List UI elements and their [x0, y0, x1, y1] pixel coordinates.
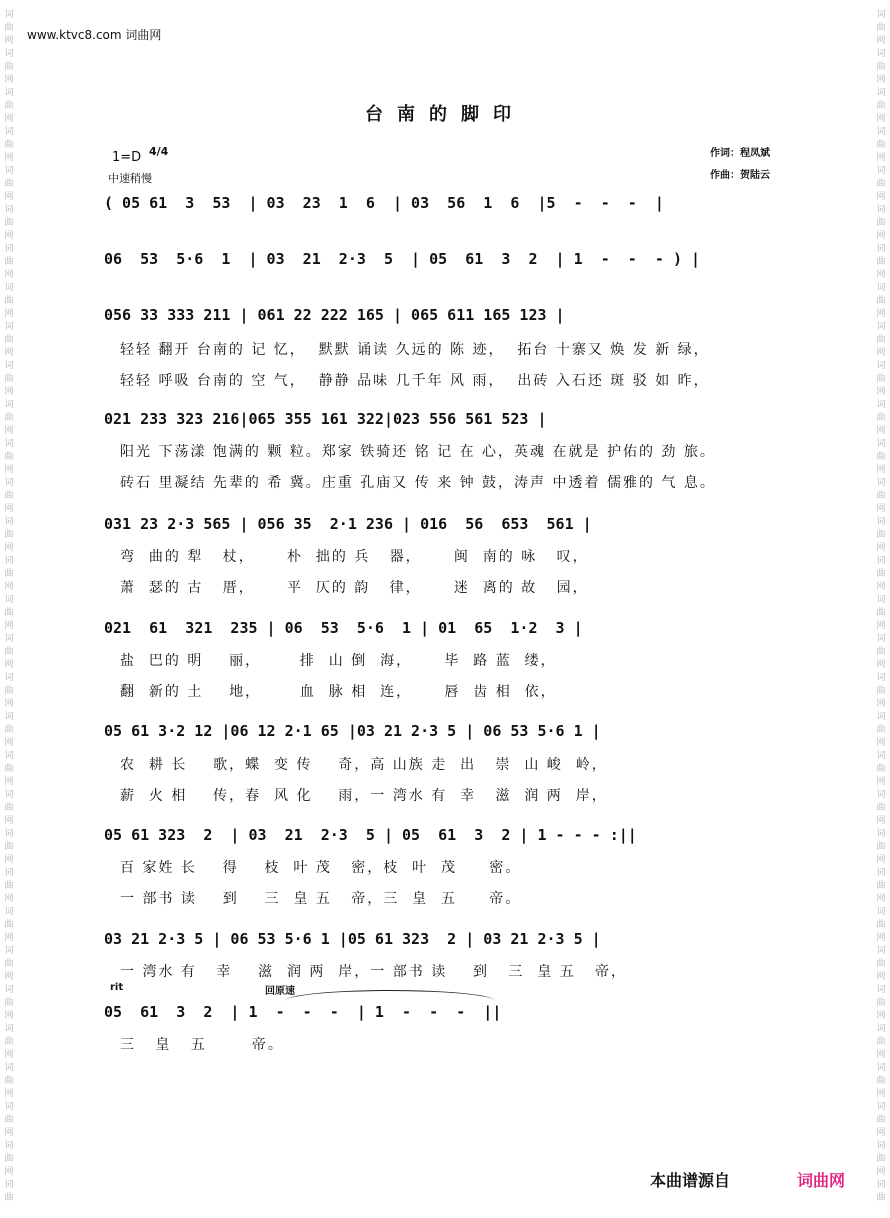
watermark-glyph: 网 — [4, 465, 14, 475]
watermark-glyph: 网 — [4, 855, 14, 865]
watermark-glyph: 曲 — [876, 881, 886, 891]
composer-credit: 作曲：贺陆云 — [710, 170, 770, 181]
watermark-glyph: 曲 — [876, 920, 886, 930]
watermark-glyph: 曲 — [876, 101, 886, 111]
watermark-glyph: 词 — [876, 634, 886, 644]
watermark-glyph: 网 — [876, 75, 886, 85]
watermark-glyph: 曲 — [876, 842, 886, 852]
watermark-glyph: 曲 — [876, 374, 886, 384]
watermark-glyph: 网 — [4, 543, 14, 553]
watermark-glyph: 词 — [4, 673, 14, 683]
watermark-glyph: 曲 — [4, 335, 14, 345]
watermark-glyph: 词 — [876, 439, 886, 449]
watermark-glyph: 网 — [4, 972, 14, 982]
watermark-glyph: 网 — [876, 972, 886, 982]
watermark-glyph: 网 — [876, 543, 886, 553]
watermark-glyph: 网 — [876, 699, 886, 709]
watermark-glyph: 网 — [4, 504, 14, 514]
watermark-glyph: 词 — [876, 751, 886, 761]
watermark-glyph: 网 — [876, 894, 886, 904]
watermark-glyph: 曲 — [4, 491, 14, 501]
watermark-glyph: 词 — [4, 1141, 14, 1151]
watermark-glyph: 词 — [876, 673, 886, 683]
watermark-glyph: 网 — [4, 738, 14, 748]
watermark-glyph: 词 — [4, 283, 14, 293]
lyric-line: 盐 巴的 明 丽， 排 山 倒 海， 毕 路 蓝 缕， — [120, 653, 557, 669]
watermark-glyph: 词 — [4, 946, 14, 956]
right-watermark-strip — [874, 0, 888, 1218]
watermark-glyph: 网 — [876, 231, 886, 241]
watermark-glyph: 网 — [876, 1050, 886, 1060]
watermark-glyph: 曲 — [876, 179, 886, 189]
watermark-glyph: 曲 — [876, 647, 886, 657]
watermark-glyph: 网 — [4, 582, 14, 592]
watermark-glyph: 词 — [4, 244, 14, 254]
watermark-glyph: 曲 — [876, 1154, 886, 1164]
watermark-glyph: 网 — [4, 231, 14, 241]
watermark-glyph: 词 — [876, 556, 886, 566]
watermark-glyph: 曲 — [4, 569, 14, 579]
watermark-glyph: 词 — [876, 868, 886, 878]
watermark-glyph: 曲 — [876, 686, 886, 696]
watermark-glyph: 词 — [4, 790, 14, 800]
watermark-glyph: 网 — [876, 738, 886, 748]
watermark-glyph: 网 — [4, 387, 14, 397]
watermark-glyph: 曲 — [876, 608, 886, 618]
watermark-glyph: 词 — [876, 1063, 886, 1073]
watermark-glyph: 网 — [4, 36, 14, 46]
watermark-glyph: 词 — [876, 49, 886, 59]
watermark-glyph: 词 — [876, 1102, 886, 1112]
watermark-glyph: 词 — [876, 166, 886, 176]
watermark-glyph: 词 — [876, 1180, 886, 1190]
watermark-glyph: 曲 — [4, 530, 14, 540]
watermark-glyph: 曲 — [876, 1115, 886, 1125]
watermark-glyph: 词 — [4, 127, 14, 137]
watermark-glyph: 曲 — [876, 998, 886, 1008]
watermark-glyph: 词 — [4, 166, 14, 176]
watermark-glyph: 曲 — [4, 23, 14, 33]
watermark-glyph: 曲 — [4, 1037, 14, 1047]
watermark-glyph: 曲 — [876, 140, 886, 150]
watermark-glyph: 曲 — [4, 686, 14, 696]
music-line: 05 61 3·2 12 |06 12 2·1 65 |03 21 2·3 5 | 06 53 5·6 1 | — [104, 722, 601, 740]
lyric-line: 一 部书 读 到 三 皇 五 帝，三 皇 五 帝。 — [120, 891, 522, 907]
watermark-glyph: 词 — [4, 556, 14, 566]
lyricist-credit: 作词：程凤斌 — [710, 148, 770, 159]
watermark-glyph: 词 — [876, 283, 886, 293]
watermark-glyph: 词 — [4, 1102, 14, 1112]
watermark-glyph: 网 — [876, 660, 886, 670]
lyric-line: 一 湾水 有 幸 滋 润 两 岸，一 部书 读 到 三 皇 五 帝， — [120, 964, 628, 980]
watermark-glyph: 词 — [4, 868, 14, 878]
watermark-glyph: 曲 — [4, 1076, 14, 1086]
watermark-glyph: 词 — [4, 517, 14, 527]
lyric-line: 阳光 下荡漾 饱满的 颗 粒。郑家 铁骑还 铭 记 在 心，英魂 在就是 护佑的 劲 旅。 — [120, 444, 716, 460]
watermark-glyph: 网 — [876, 621, 886, 631]
watermark-glyph: 曲 — [876, 413, 886, 423]
watermark-glyph: 词 — [876, 946, 886, 956]
watermark-glyph: 词 — [876, 400, 886, 410]
watermark-glyph: 曲 — [4, 101, 14, 111]
watermark-glyph: 曲 — [876, 725, 886, 735]
watermark-glyph: 网 — [4, 1011, 14, 1021]
watermark-glyph: 词 — [4, 49, 14, 59]
watermark-glyph: 网 — [4, 621, 14, 631]
watermark-glyph: 曲 — [4, 920, 14, 930]
watermark-glyph: 网 — [4, 1167, 14, 1177]
lyric-line: 萧 瑟的 古 厝， 平 仄的 韵 律， 迷 离的 故 园， — [120, 580, 589, 596]
watermark-glyph: 词 — [4, 205, 14, 215]
lyric-line: 弯 曲的 犁 杖， 朴 拙的 兵 器， 闽 南的 咏 叹， — [120, 549, 589, 565]
watermark-glyph: 词 — [4, 439, 14, 449]
watermark-glyph: 网 — [876, 465, 886, 475]
watermark-glyph: 曲 — [4, 218, 14, 228]
watermark-glyph: 曲 — [4, 842, 14, 852]
site-url[interactable]: www.ktvc8.com 词曲网 — [27, 28, 162, 42]
watermark-glyph: 词 — [876, 88, 886, 98]
music-line: 05 61 3 2 | 1 - - - | 1 - - - || — [104, 1003, 502, 1021]
watermark-glyph: 曲 — [4, 1115, 14, 1125]
watermark-glyph: 网 — [876, 816, 886, 826]
watermark-glyph: 词 — [876, 127, 886, 137]
watermark-glyph: 网 — [4, 1128, 14, 1138]
watermark-glyph: 曲 — [4, 452, 14, 462]
watermark-glyph: 词 — [4, 634, 14, 644]
watermark-glyph: 词 — [876, 595, 886, 605]
left-watermark-strip — [2, 0, 16, 1218]
watermark-glyph: 词 — [4, 829, 14, 839]
watermark-glyph: 曲 — [876, 218, 886, 228]
watermark-glyph: 网 — [876, 387, 886, 397]
watermark-glyph: 词 — [4, 400, 14, 410]
lyric-line: 翻 新的 土 地， 血 脉 相 连， 唇 齿 相 依， — [120, 684, 557, 700]
watermark-glyph: 曲 — [4, 296, 14, 306]
watermark-glyph: 曲 — [4, 647, 14, 657]
watermark-glyph: 网 — [876, 1167, 886, 1177]
watermark-glyph: 曲 — [876, 1193, 886, 1203]
watermark-glyph: 网 — [4, 933, 14, 943]
watermark-glyph: 网 — [876, 855, 886, 865]
music-line: 06 53 5·6 1 | 03 21 2·3 5 | 05 61 3 2 | 1 - - - ) | — [104, 250, 701, 268]
watermark-glyph: 网 — [876, 504, 886, 514]
watermark-glyph: 网 — [4, 270, 14, 280]
watermark-glyph: 曲 — [876, 569, 886, 579]
watermark-glyph: 网 — [876, 933, 886, 943]
watermark-glyph: 曲 — [876, 1037, 886, 1047]
watermark-glyph: 词 — [876, 1024, 886, 1034]
watermark-glyph: 曲 — [4, 764, 14, 774]
time-signature: 4/4 — [149, 145, 169, 158]
watermark-glyph: 词 — [4, 1063, 14, 1073]
watermark-glyph: 曲 — [4, 140, 14, 150]
watermark-glyph: 词 — [4, 10, 14, 20]
watermark-glyph: 词 — [4, 907, 14, 917]
watermark-glyph: 网 — [876, 426, 886, 436]
watermark-glyph: 曲 — [876, 959, 886, 969]
watermark-glyph: 网 — [876, 270, 886, 280]
tie-slur — [285, 990, 495, 1001]
watermark-glyph: 网 — [876, 153, 886, 163]
watermark-glyph: 网 — [4, 699, 14, 709]
source-brand-link[interactable]: 词曲网 — [797, 1171, 846, 1190]
watermark-glyph: 曲 — [4, 881, 14, 891]
watermark-glyph: 网 — [876, 192, 886, 202]
lyric-line: 农 耕 长 歌，蝶 变 传 奇，高 山族 走 出 崇 山 峻 岭， — [120, 757, 608, 773]
watermark-glyph: 网 — [4, 1050, 14, 1060]
watermark-glyph: 曲 — [876, 452, 886, 462]
watermark-glyph: 词 — [876, 10, 886, 20]
watermark-glyph: 词 — [876, 829, 886, 839]
music-line: 021 61 321 235 | 06 53 5·6 1 | 01 65 1·2 3 | — [104, 619, 583, 637]
watermark-glyph: 网 — [4, 660, 14, 670]
watermark-glyph: 网 — [4, 192, 14, 202]
watermark-glyph: 词 — [876, 205, 886, 215]
watermark-glyph: 网 — [876, 777, 886, 787]
watermark-glyph: 曲 — [876, 257, 886, 267]
watermark-glyph: 曲 — [876, 491, 886, 501]
watermark-glyph: 曲 — [876, 530, 886, 540]
watermark-glyph: 网 — [4, 75, 14, 85]
watermark-glyph: 词 — [4, 712, 14, 722]
music-line: 05 61 323 2 | 03 21 2·3 5 | 05 61 3 2 | 1 - - - :|| — [104, 826, 637, 844]
watermark-glyph: 词 — [876, 790, 886, 800]
watermark-glyph: 曲 — [4, 257, 14, 267]
watermark-glyph: 曲 — [4, 62, 14, 72]
watermark-glyph: 词 — [4, 985, 14, 995]
music-line: 03 21 2·3 5 | 06 53 5·6 1 |05 61 323 2 | 03 21 2·3 5 | — [104, 930, 601, 948]
watermark-glyph: 网 — [4, 348, 14, 358]
watermark-glyph: 曲 — [4, 608, 14, 618]
watermark-glyph: 曲 — [876, 764, 886, 774]
watermark-glyph: 曲 — [4, 959, 14, 969]
key-signature: 1=D — [112, 150, 142, 165]
watermark-glyph: 词 — [4, 1024, 14, 1034]
watermark-glyph: 曲 — [4, 374, 14, 384]
a-tempo-marking: 回原速 — [265, 986, 295, 997]
watermark-glyph: 网 — [4, 777, 14, 787]
watermark-glyph: 网 — [4, 1089, 14, 1099]
source-label: 本曲谱源自 — [650, 1171, 731, 1190]
watermark-glyph: 词 — [4, 751, 14, 761]
watermark-glyph: 网 — [876, 1089, 886, 1099]
watermark-glyph: 曲 — [876, 62, 886, 72]
watermark-glyph: 曲 — [876, 335, 886, 345]
watermark-glyph: 曲 — [876, 803, 886, 813]
watermark-glyph: 曲 — [4, 1193, 14, 1203]
tempo-marking: 中速稍慢 — [108, 172, 152, 185]
watermark-glyph: 词 — [876, 244, 886, 254]
watermark-glyph: 网 — [4, 153, 14, 163]
watermark-glyph: 网 — [4, 816, 14, 826]
watermark-glyph: 词 — [876, 322, 886, 332]
watermark-glyph: 网 — [876, 1011, 886, 1021]
watermark-glyph: 词 — [876, 361, 886, 371]
watermark-glyph: 词 — [4, 478, 14, 488]
music-line: 056 33 333 211 | 061 22 222 165 | 065 611 165 123 | — [104, 306, 565, 324]
watermark-glyph: 网 — [876, 348, 886, 358]
watermark-glyph: 网 — [876, 1128, 886, 1138]
watermark-glyph: 曲 — [876, 23, 886, 33]
watermark-glyph: 网 — [4, 894, 14, 904]
watermark-glyph: 词 — [4, 322, 14, 332]
watermark-glyph: 词 — [4, 361, 14, 371]
watermark-glyph: 网 — [876, 309, 886, 319]
watermark-glyph: 曲 — [4, 1154, 14, 1164]
lyric-line: 砖石 里凝结 先辈的 希 冀。庄重 孔庙又 传 来 钟 鼓，涛声 中透着 儒雅的 气 息。 — [120, 475, 716, 491]
watermark-glyph: 网 — [876, 114, 886, 124]
watermark-glyph: 曲 — [4, 998, 14, 1008]
watermark-glyph: 词 — [876, 1141, 886, 1151]
watermark-glyph: 词 — [876, 712, 886, 722]
music-line: ( 05 61 3 53 | 03 23 1 6 | 03 56 1 6 |5 - - - | — [104, 194, 664, 212]
ritardando-marking: rit — [110, 982, 124, 993]
watermark-glyph: 网 — [4, 309, 14, 319]
lyric-line: 轻轻 翻开 台南的 记 忆， 默默 诵读 久远的 陈 迹， 拓台 十寨又 焕 发 新 绿， — [120, 342, 710, 358]
lyric-line: 百 家姓 长 得 枝 叶 茂 密，枝 叶 茂 密。 — [120, 860, 522, 876]
watermark-glyph: 曲 — [4, 179, 14, 189]
music-line: 031 23 2·3 565 | 056 35 2·1 236 | 016 56 653 561 | — [104, 515, 592, 533]
watermark-glyph: 曲 — [876, 1076, 886, 1086]
watermark-glyph: 词 — [876, 517, 886, 527]
music-line: 021 233 323 216|065 355 161 322|023 556 561 523 | — [104, 410, 547, 428]
watermark-glyph: 曲 — [4, 725, 14, 735]
watermark-glyph: 词 — [876, 985, 886, 995]
lyric-line: 轻轻 呼吸 台南的 空 气， 静静 品味 几千年 风 雨， 出砖 入石还 斑 驳 如 昨， — [120, 373, 710, 389]
lyric-line: 三 皇 五 帝。 — [120, 1037, 284, 1053]
lyric-line: 薪 火 相 传，春 风 化 雨，一 湾水 有 幸 滋 润 两 岸， — [120, 788, 608, 804]
watermark-glyph: 曲 — [876, 296, 886, 306]
watermark-glyph: 曲 — [4, 413, 14, 423]
watermark-glyph: 词 — [4, 595, 14, 605]
watermark-glyph: 词 — [4, 88, 14, 98]
watermark-glyph: 网 — [4, 114, 14, 124]
watermark-glyph: 词 — [876, 478, 886, 488]
watermark-glyph: 网 — [876, 36, 886, 46]
watermark-glyph: 网 — [876, 582, 886, 592]
watermark-glyph: 词 — [4, 1180, 14, 1190]
watermark-glyph: 网 — [4, 426, 14, 436]
song-title: 台南的脚印 — [365, 104, 525, 125]
watermark-glyph: 曲 — [4, 803, 14, 813]
watermark-glyph: 词 — [876, 907, 886, 917]
